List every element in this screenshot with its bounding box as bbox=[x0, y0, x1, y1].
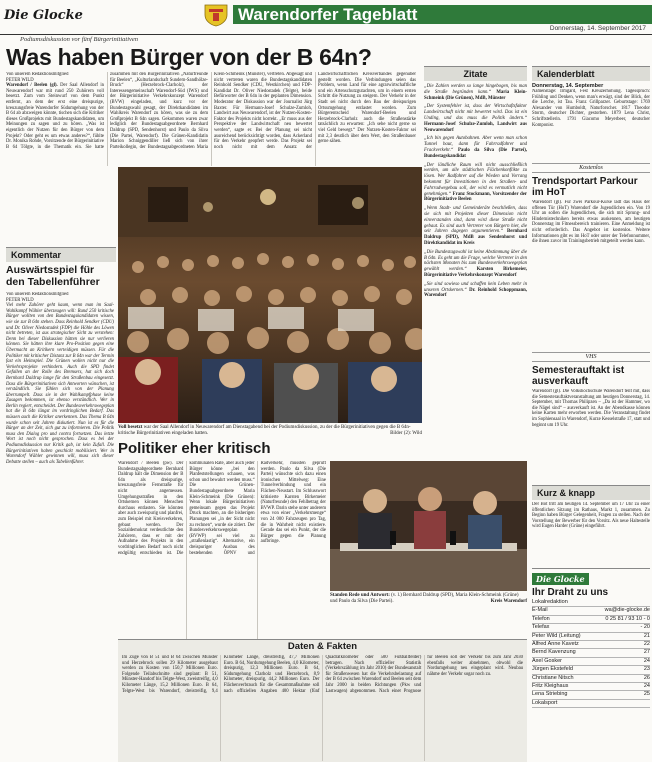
masthead-logo: Die Glocke bbox=[4, 8, 83, 23]
contact-row bbox=[532, 700, 650, 708]
panel-caption-credit: Kreis Warendorf bbox=[490, 599, 527, 604]
kommentar-text: Viel mehr Zuhörer geht kaum, wenn man im Saal-Wahlkampf Wähler überzeugen will: Rund 250 kritische Bürger wollten von den Bundestagskandidaten wissen, wie sie zur B 64n stehen. Dass Reinhold Sendker (CDU) und Dr. Oliver Niedostadek (FDP) die Höhle des Löwen nicht betreten, ist aus strategischer Sicht zu verstehen: Denn bei dieser Diskussion hätten sie nur verlieren können. Sie hätten ihre klare Pro-Position gegen eine Übermacht an Kritikern verteidigen müssen. Für die Politiker mit kritischer Distanz zur B 64n war der Termin fast ein Heimspiel. Die Grünen wollen nicht nur die Verkehrsprojekte verhindern. Auch die SPD findet Gefallen an der Rolle des Bremsers, hat sich doch Bernhard Daldrup lange für den Straßenbau eingesetzt. Dass die Bürgerinitiativen sich Antworten wünschen, ist verständlich. Sie fühlen sich von der Planung überrumpelt. Dass sie in der Wahlkampfphase keine Zusagen bekommen, ist ebenso verständlich. Wer in Berlin regiert, entscheidet. Der Bundesverkehrswegeplan hat die B 64n längst im vordringlichen Bedarf. Das müssen auch die Kritiker anerkennen. Das Thema B 64n wurde schon seit Jahren diskutiert. Nun ist es für die Bürger an der Zeit, sich gut zu informieren. Die Politik muss den Dialog pro und contra fortsetzen. Das letzte Wort ist noch nicht gesprochen. Dass es bei der Podiumsdiskussion nur Kritik gab, ist kein Zufall. Die Bürgerinitiativen haben geschickt mobilisiert. Wer in Warendorf Wähler gewinnen will, muss sich dieser Debatte stellen – auch als Tabellenführer. bbox=[6, 303, 114, 465]
kostenlos-headline: Trendsportart Parkour im HoT bbox=[532, 176, 638, 198]
contact-key: Lokalsport bbox=[532, 699, 558, 706]
contact-key: Telefax bbox=[532, 624, 550, 631]
contact-list bbox=[532, 599, 650, 708]
facts-body bbox=[122, 655, 523, 761]
lead-byline: Von unserem Redaktionsmitglied PETER WILD bbox=[6, 72, 69, 83]
second-headline: Politiker eher kritisch bbox=[118, 440, 271, 457]
panel-caption-bold: Standen Rede und Antwort: bbox=[330, 593, 390, 598]
contact-row bbox=[532, 675, 650, 683]
contact-key: Lena Striebing bbox=[532, 691, 568, 698]
masthead bbox=[0, 0, 652, 32]
contact-row bbox=[532, 683, 650, 691]
contact-row bbox=[532, 624, 650, 632]
contact-row bbox=[532, 649, 650, 657]
kostenlos-body: Warendorf (gl). Für zwei Parkour-Kurse lädt das Haus der offenen Tür (HoT) Warendorf die Jugendlichen ein. Von 19 Uhr an sollen die Jugendlichen, die sich mit Sprung- und Hindernistechniken bereits etwas auskennen, am heutigen Donnerstag im Fitnessbereich trainieren. Eine Anmeldung ist nicht erforderlich. Das Angebot ist kostenlos. Weitere Informationen gibt es im HoT oder unter der Telefonnummer, die ihnen zuvor im Trainingsbetrieb mitgeteilt werden kann. bbox=[532, 200, 650, 245]
contact-row bbox=[532, 616, 650, 624]
contact-key: Axel Gosker bbox=[532, 657, 562, 664]
zitat-text: „Der ländliche Raum will nicht ausschließlich werden, um alle städtischen Flächenkonflikte zu lösen. Wer Radfahrer auf die Wieden und Vorrang bekommt für Investitionen in den Straßen- und Fahrradwegebau soll, der wird es vermutlich nicht genehmigen.“ bbox=[424, 162, 527, 197]
kurz-knapp-title: Kurz & knapp bbox=[532, 485, 650, 500]
kalender-body: Namenstage: Irmgard, Fest Kreuzerhöhung. Tagesspruch: Frühling und Denken, wenn man's erwägt, sind der Blick, der die Lerche, ist Tau. Franz Grillparzer. Geburtstage: 1769 Alexander von Humboldt, Naturforscher. 1817 Theodor Storm, deutscher Dichter, gestorben. 1879 Lena Christ, Schriftstellerin. 1791 Giacomo Meyerbeer, deutscher Komponist. bbox=[532, 89, 650, 128]
contact-row bbox=[532, 691, 650, 699]
zitat-item bbox=[424, 84, 527, 101]
contact-row bbox=[532, 666, 650, 674]
contact-key: Bernd Kavenzung bbox=[532, 649, 576, 656]
zitat-item bbox=[424, 104, 527, 133]
contact-row bbox=[532, 599, 650, 607]
contact-logo: Die Glocke bbox=[532, 573, 589, 585]
contact-row bbox=[532, 641, 650, 649]
zitat-item bbox=[424, 163, 527, 204]
facts-text: Im Zuge von B 51 und B 64 zwischen Münster und Herzebrock sollen 29 Kilometer ausgebaut werden zu Kosten von 150,7 Millionen Euro. Folgende Teilabschnitte sind geplant: B 51, Münster-Handorf bis Telgte-West, zweistreifig, 4,0 Kilometer Länge, 15,2 Millionen Euro. B 64, Telgte-West bis Warendorf, dreistreifig, 9,4 Kilometer Länge, dreistreifig, 47,7 Millionen Euro. B 64, Nordumgehung Beelen, 4,0 Kilometer, dreispurig, 12,3 Millionen Euro. B 64, Südumgehung Clarholz und Herzebrock, 8,9 Kilometer, dreispurig, 44,2 Millionen Euro. Der Flächenverbrauch für die Gesamtmaßnahme soll nach offiziellen Angaben 400 Hektar (fünf Quadratkilometer oder 500 Fußballfelder) betragen. Nach offizieller Statistik (Verkehrszählung im Jahr 2010) der Bundesanstalt für Straßenwesen hat die Verkehrsbelastung auf der B 64 zwischen Warendorf und Beelen seit dem Jahr 2000 in beiden Richtungen (Pkw und Lastwagen) abgenommen. Nach einer Prognose für Beelen soll der Verkehr bis zum Jahr 2030 ebenfalls weiter abnehmen, obwohl die Nordumgehung neu eingeplant wird. Neubau nähme der Verkehr sogar noch zu. bbox=[122, 655, 523, 694]
caption-credit: Bilder (2): Wild bbox=[390, 431, 422, 436]
zitat-text: „Die Zahlen werden so lange hingebogen, bis man die Straße begründen kann.“ bbox=[424, 84, 527, 95]
zitate-panel bbox=[424, 66, 527, 476]
contact-value: 27 bbox=[643, 649, 650, 656]
vhs-body: Warendorf (gl). Die Volkshochschule Warendorf teilt mit, dass die Semesterauftaktveranstaltung am heutigen Donnerstag, 14. September, mit Thomas Philipzen – „Da ist der Hammer, wo die Nägel sind“ – ausverkauft ist. An der Abendkasse können keine Karten mehr erworben werden. Die Veranstaltung findet im Sophiensaal in Warendorf, Kurze Kesselstraße 17, statt und beginnt um 19 Uhr. bbox=[532, 389, 650, 428]
zitat-item bbox=[424, 206, 527, 247]
zitat-author: Paulo da Silva (Die Partei), Bundestagskandidat bbox=[424, 147, 527, 159]
kalender-date: Donnerstag, 14. September bbox=[532, 83, 604, 89]
contact-title: Ihr Draht zu uns bbox=[532, 587, 609, 598]
zitat-item bbox=[424, 282, 527, 299]
contact-row bbox=[532, 607, 650, 615]
kurz-knapp-body: Der Bot tritt am heutigen 14. September um 17 Uhr zu einer öffentlichen Sitzung im Rathaus, Markt 1, zusammen. Zu Beginn haben Bürger Gelegenheit, Fragen zu stellen. Nach der Vorstellung der Bewerber für den Vorsitz. Als neue Haltestelle wird Eugen Harder (Grüne) eingeführt. bbox=[532, 502, 650, 530]
contact-value: 22 bbox=[643, 641, 650, 648]
contact-value: 24 bbox=[643, 657, 650, 664]
contact-box bbox=[532, 568, 650, 708]
masthead-rule bbox=[0, 34, 652, 35]
zitat-author: Maria Klein-Schmeink (Die Grünen), MdB, Münster bbox=[424, 89, 527, 101]
contact-value: wa@die-glocke.de bbox=[604, 607, 650, 614]
audience-photo-caption bbox=[118, 425, 422, 437]
contact-value: 24 bbox=[643, 683, 650, 690]
contact-key: E-Mail bbox=[532, 607, 548, 614]
kommentar-body bbox=[6, 292, 114, 762]
contact-key: Telefon bbox=[532, 615, 550, 622]
zitat-item bbox=[424, 250, 527, 279]
zitat-text: „Der Systemfehler ist, dass der Wirtschaftsfaktor Landwirtschaft nicht mit bewertet wird. Das ist ein Unding, und das muss die Politik ändern.“ bbox=[424, 104, 527, 121]
contact-key: Fritz Kleighaus bbox=[532, 683, 569, 690]
audience-photo bbox=[118, 167, 422, 423]
contact-value: 0 25 81 / 93 10 - 0 bbox=[605, 615, 650, 622]
zitate-title: Zitate bbox=[424, 66, 527, 81]
lead-headline: Was haben Bürger von der B 64n? bbox=[6, 44, 372, 70]
contact-key: Christiane Nitsch bbox=[532, 674, 574, 681]
paper-title: Warendorfer Tageblatt bbox=[238, 5, 418, 24]
kalender-title: Kalenderblatt bbox=[532, 66, 650, 81]
contact-value: 26 bbox=[643, 674, 650, 681]
zitat-text: „Ich bin gegen Autobahnen. Aber wenn man schon Tunnel baut, dann für Fahrradfahrer und Frackverkehr.“ bbox=[424, 136, 527, 153]
facts-title: Daten & Fakten bbox=[287, 641, 358, 652]
lead-kicker: Podiumsdiskussion vor fünf Bürgerinitiativen bbox=[20, 36, 139, 43]
zitat-item bbox=[424, 136, 527, 159]
kostenlos-label: Kostenlos bbox=[532, 163, 650, 173]
facts-box bbox=[118, 639, 527, 762]
contact-key: Lokalredaktion bbox=[532, 599, 568, 605]
contact-value: 21 bbox=[643, 632, 650, 639]
zitat-author: Hermann-Josef Schulze-Zumloh, Landwirt aus Neuwarendorf bbox=[424, 121, 527, 133]
kommentar-byline: Von unserem Redaktionsmitglied PETER WILD bbox=[6, 292, 69, 303]
lead-dateline: Warendorf / Beelen (gl). bbox=[6, 83, 58, 89]
contact-row bbox=[532, 658, 650, 666]
caption-text: war der Saal Allendorf in Neuwarendorf am Dienstagabend bei der Podiumsdiskussion, zu der die Bürgerinitiativen gegen die B 64n-kritische Bürgerinitiativen eingeladen hatten. bbox=[118, 425, 411, 436]
panel-photo bbox=[330, 461, 527, 591]
contact-value: - 20 bbox=[640, 624, 650, 631]
zitat-author: Dr. Reinhold Schoppmann, Warendorf bbox=[424, 287, 527, 299]
caption-bold: Voll besetzt bbox=[118, 425, 143, 430]
vhs-label: VHS bbox=[532, 352, 650, 362]
contact-key: Peter Wild (Leitung) bbox=[532, 632, 581, 639]
zitat-text: „Wenn Stadt- und Gemeinderäte beschließen, dass sie sich mit Projekten dieser Dimension nicht einverstanden sind, dann wird diese Straße nicht gebaut. Es sind auch Vertreter von Bürgern hier, die seit Jahren dagegen argumentieren.“ bbox=[424, 206, 527, 235]
contact-row bbox=[532, 633, 650, 641]
kommentar-headline: Auswärtsspiel für den Tabellenführer bbox=[6, 264, 100, 288]
panel-photo-caption bbox=[330, 593, 527, 605]
second-body bbox=[118, 461, 326, 639]
zitat-author: Bernhard Daldrup (SPD), MdB aus Sendenhorst und Direktkandidat im Kreis bbox=[424, 229, 527, 246]
sidebar bbox=[532, 66, 650, 762]
zitat-author: Karsten Birkemeier, Bürgerinitiative Verkehrskonzept Warendorf bbox=[424, 267, 527, 278]
issue-date: Donnerstag, 14. September 2017 bbox=[549, 25, 646, 32]
second-text: Warendorf / Beelen (pw). Der Bundestagsabgeordnete Bernhard Daldrup hält die Dimension der B 64n als dreispurige, kreuzungsfreie Fernstraße für nicht angemessen. Umgehungsstraßen in den Ortskernen können Menschen durchaus entlasten. Sie könnten aber auch zweispurig und planfrei, zum Beispiel mit Kreisverkehren, gebaut werden. Der Sozialdemokrat verdeutlichte den Zuhörern, dass er mit der Aufnahme des Projekts in den vordringlichen Bedarf noch nicht endgültig entschieden ist. Die kommunalen Räte, aber auch jeder Bürger könne „bei den Planfeststellungen schauen, was schon und bewahrt werden muss.“ Die Grünen-Bundestagsabgeordnete Maria Klein-Schmeink (Die Grünen): Wenn lokale Bürgerinitiativen gemeinsam gegen das Projekt Druck machten, an die bisherigen Planungen sei „in der Sicht nicht zu rechnen“, wurde sie zitiert. Der Bundesverkehrswegeplan (BVWP) sei viel zu „straßenlastig“. Alternative, ein dreispuriger Ausbau des bestehenden ÖPNV und Radverkehr, müssten geprüft werden. Paulo da Silva (Die Partei) wünschte sich dazu einen ironischen Mittelweg: Eine Tunnelverbindung und ein Flächen-Neustart. Im Schlusswort kritisierte Karsten Birkemeier (Naturfreunde) den Fehlbetrag der BVWP. Darin stehe unter anderem etwa von einer „Verkehrsmenge“ von 24 000 Fahrzeugen pro Tag, die in Wahrheit nicht existiere. Gerade das sei ein Punkt, der die Bürger gegen die Planung aufbringe. bbox=[118, 461, 326, 556]
kommentar-label: Kommentar bbox=[6, 247, 116, 262]
coat-of-arms-icon bbox=[203, 3, 229, 27]
vhs-headline: Semesterauftakt ist ausverkauft bbox=[532, 365, 625, 387]
zitat-author: Franz Stockmann, Vorsitzender der Bürgerinitiative Beelen bbox=[424, 191, 527, 203]
panel-caption-text: (v. l.) Bernhard Daldrup (SPD), Maria Klein-Schmeink (Grüne) und Paulo da Silva (Die Partei). bbox=[330, 593, 519, 604]
contact-key: Alfred Anne Kavetz bbox=[532, 641, 579, 648]
contact-value: 23 bbox=[643, 666, 650, 673]
zitat-text: „Die Bundestagswahl ist keine Abstimmung über die B 64n. Es geht um die Frage, welche Vertreter in den nächsten Monaten bis zum Bundesverkehrswegeplan gewählt werden.“ bbox=[424, 249, 527, 273]
lead-text: Der Saal Allendorf in Neuwarendorf war mit rund 250 Zuhörern voll besetzt. Zum vom Steinwurf von dem Punkt entfernt, an dem der erst eine dreispurige, kreuzungsfreie Warendorfer Südumgehung von der B 64 ab abzweigen könnte, tischen sich die Kritiker dieses Großprojekts mit Bundestagskandidaten, um Meinungen zu sagen und zu hören. „Was ist eigentlich der Nutzen für den Bürger von dem Projekt? Oder geht es um etwas anderes?“, fühlte Dr. Monika Rohde, Vorsitzende der Bürgerinitiative B 64 Tölgte, in die Thematik ein. Sie hatte zusammen mit den Bürgerinitiativen „Naturfreunde für Beelen“, „Kulturlandschaft Sundern-Sandhölze-Bruck“ (Herzebrock-Clarholz), der Interessengemeinschaft Warendorf-Süd (IWS) und der Bürgerinitiative Verkehrskonzept Warendorf (BVW) eingeladen, und kurz vor der Bundestagswahl gesagt, der Direktkandidaten im Wahlkreis Warendorf zu hören, was sie zu dem Großprojekt B 64n sagen. Gekommen waren zwar lediglich der Bundestagsabgeordnete Bernhard Daldrup (SPD, Sendenhorst) und Paulo da Silva (Die Partei, Warendorf). Die Grünen-Kandidatin Marion Schniggendiller ließ sich von ihrer Parteikollegin, der Bundestagsabgeordneten Maria Klein-Schmeink (Münster), vertreten. Abgesagt und nicht vertreten waren die Bundestagskandidaten Reinhold Sendker (CDU, Westkirchen) und FDP-Kandidat Dr. Oliver Niedostadek (Telgte), beide Befürworter der B 64n in der geplanten Dimension. Moderator der Diskussion war der Journalist Jürg Baxter. Für Hermann-Josef Schulze-Zumloh, Landwirt aus Neuwarendorf, ist der Nutzen-Kosten-Faktor des Projekts nicht korrekt. „Er muss aus der Perspektive der Landwirtschaft neu bewertet werden“, sagte er. Bei der Planung sei nicht ausreichend berücksichtigt worden, dass Ackerland für den Verkehr geopfert werde. Das Projekt sei noch nicht mit dem Ansatz der Landwirtschaftlichen Kreisverbandes gegenüber gestellt worden. Die Verbindungen seien das Problem, wenn Land für eine agrarwirtschaftliche und ein Artenschutzgutachten, um in einem ersten Schritt die Nutzung zu steigern. Der Verkehr in der Stadt sei nicht durch den Bau der dreispurigen Ortsumgehung entlastet worden. Zum Bürgerentscheid Warendorf-Beelen und Herzebrock-Clarholz auch die Straßenstärke tatsächlich zu erwarten: „Ich sehe nicht gerne so viel Geld bewegt.“ Der Nutzen-Kosten-Faktor sei mit 2,3 deutlich über dem Wert, den Straßenbauer gerne sähen. bbox=[6, 72, 416, 150]
contact-value: 25 bbox=[643, 691, 650, 698]
contact-key: Jürgen Ekstefeld bbox=[532, 666, 573, 673]
zitate-list bbox=[424, 84, 527, 299]
lead-body bbox=[6, 72, 416, 166]
zitat-text: „Sie sind sowieso und schaffen kein Leben mehr in unseren Ortskernen.“ bbox=[424, 281, 527, 293]
